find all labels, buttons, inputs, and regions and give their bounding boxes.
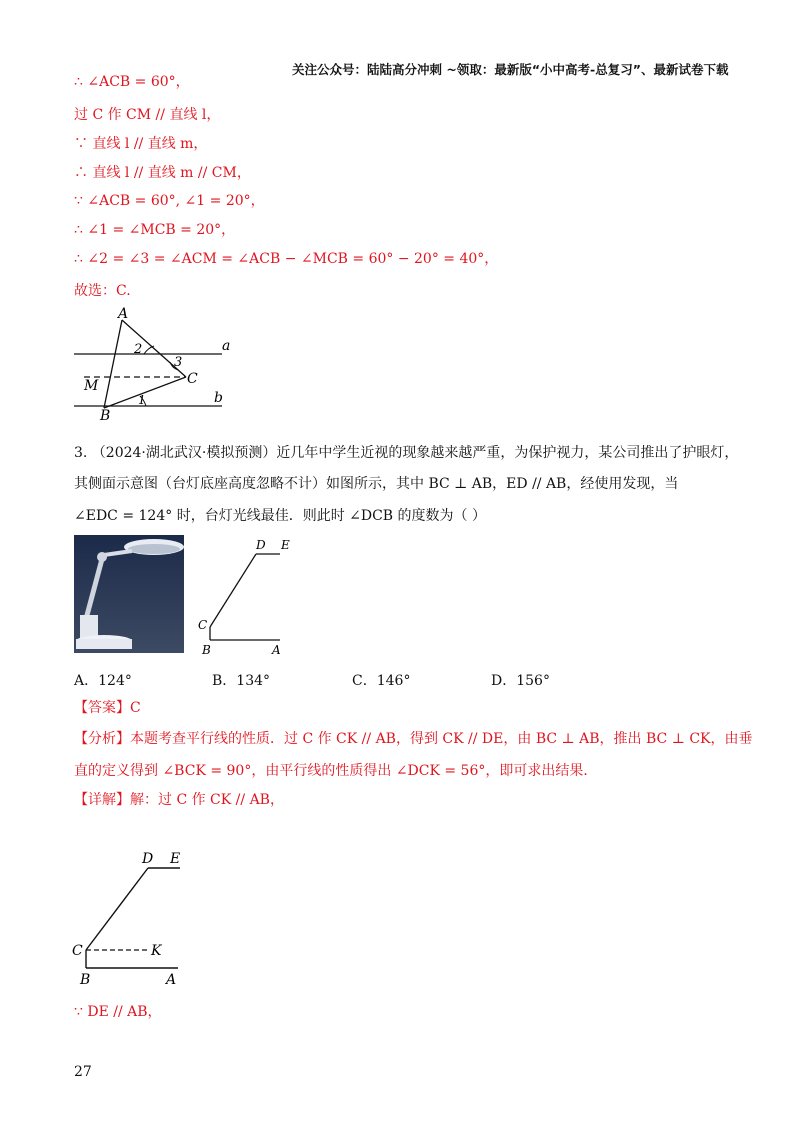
label-C: C xyxy=(72,943,83,959)
option-a-value: 124° xyxy=(98,673,132,689)
page-header: 关注公众号：陆陆高分冲刺 ~领取：最新版“小中高考-总复习”、最新试卷下载 xyxy=(292,62,729,77)
desk-lamp-photo xyxy=(74,535,184,653)
analysis-line-1 xyxy=(74,729,753,749)
option-d xyxy=(491,670,550,690)
detail-tag: 【详解】 xyxy=(74,792,130,808)
final-line: ∵ DE // AB， xyxy=(74,1004,162,1020)
triangle-parallel-lines-figure xyxy=(70,306,240,422)
solution-line-1: ∴ ∠ACB = 60°， xyxy=(74,74,190,90)
label-b: b xyxy=(214,390,223,406)
analysis-tag: 【分析】 xyxy=(74,731,130,747)
answer-tag: 【答案】 xyxy=(74,700,130,716)
label-E: E xyxy=(170,851,181,867)
option-d-value: 156° xyxy=(516,673,550,689)
label-M: M xyxy=(84,378,99,394)
option-b-letter: B． xyxy=(212,673,237,689)
option-a xyxy=(74,670,132,690)
option-c-letter: C． xyxy=(352,673,377,689)
question-line-3: ∠EDC = 124° 时，台灯光线最佳．则此时 ∠DCB 的度数为（ ） xyxy=(74,508,486,524)
label-A: A xyxy=(166,972,177,986)
option-c-value: 146° xyxy=(376,673,411,689)
answer-line xyxy=(74,698,141,718)
option-c xyxy=(352,670,410,690)
label-2: 2 xyxy=(134,342,143,357)
answer-value: C xyxy=(130,700,141,716)
option-b xyxy=(212,670,270,690)
label-B: B xyxy=(100,408,111,422)
label-D: D xyxy=(142,851,154,867)
solution-line-7: ∴ ∠2 = ∠3 = ∠ACM = ∠ACB − ∠MCB = 60° − 20° = 40°， xyxy=(74,251,499,267)
label-A: A xyxy=(272,643,281,655)
label-1: 1 xyxy=(138,393,146,407)
option-d-letter: D． xyxy=(491,673,517,689)
solution-line-4: ∴ 直线 l // 直线 m // CM， xyxy=(74,165,251,181)
detail-line xyxy=(74,790,284,810)
segment-ab xyxy=(104,320,122,408)
detail-text: 解：过 C 作 CK // AB， xyxy=(130,792,284,808)
solution-line-2: 过 C 作 CM // 直线 l， xyxy=(74,107,221,123)
label-3: 3 xyxy=(174,355,183,370)
solution-line-5: ∵ ∠ACB = 60°, ∠1 = 20°， xyxy=(74,193,265,209)
option-a-letter: A． xyxy=(74,673,99,689)
question-line-2: 其侧面示意图（台灯底座高度忽略不计）如图所示，其中 BC ⊥ AB，ED // AB，经使用发现，当 xyxy=(74,476,679,492)
page-number: 27 xyxy=(74,1064,92,1080)
lamp-diagram-with-ck xyxy=(66,846,196,986)
option-b-value: 134° xyxy=(236,673,271,689)
label-E: E xyxy=(281,538,290,552)
label-D: D xyxy=(256,538,266,552)
label-K: K xyxy=(151,943,162,959)
label-a: a xyxy=(222,338,231,354)
label-C: C xyxy=(187,371,198,387)
label-B: B xyxy=(80,972,91,986)
segment-dc xyxy=(86,868,148,950)
analysis-text-1: 本题考查平行线的性质．过 C 作 CK // AB，得到 CK // DE，由 BC ⊥ AB，推出 BC ⊥ CK，由垂 xyxy=(130,731,753,747)
label-C: C xyxy=(198,618,208,632)
segment-dc xyxy=(210,554,256,627)
solution-line-6: ∴ ∠1 = ∠MCB = 20°， xyxy=(74,222,236,238)
label-B: B xyxy=(202,643,211,655)
analysis-line-2: 直的定义得到 ∠BCK = 90°，由平行线的性质得出 ∠DCK = 56°，即可求出结果． xyxy=(74,763,598,779)
label-A: A xyxy=(118,306,129,322)
question-line-1: 3. （2024·湖北武汉·模拟预测）近几年中学生近视的现象越来越严重，为保护视力，某公司推出了护眼灯， xyxy=(74,445,739,461)
solution-line-3: ∵ 直线 l // 直线 m， xyxy=(74,136,208,152)
solution-line-8: 故选：C. xyxy=(74,283,131,299)
lamp-side-diagram xyxy=(196,535,306,655)
